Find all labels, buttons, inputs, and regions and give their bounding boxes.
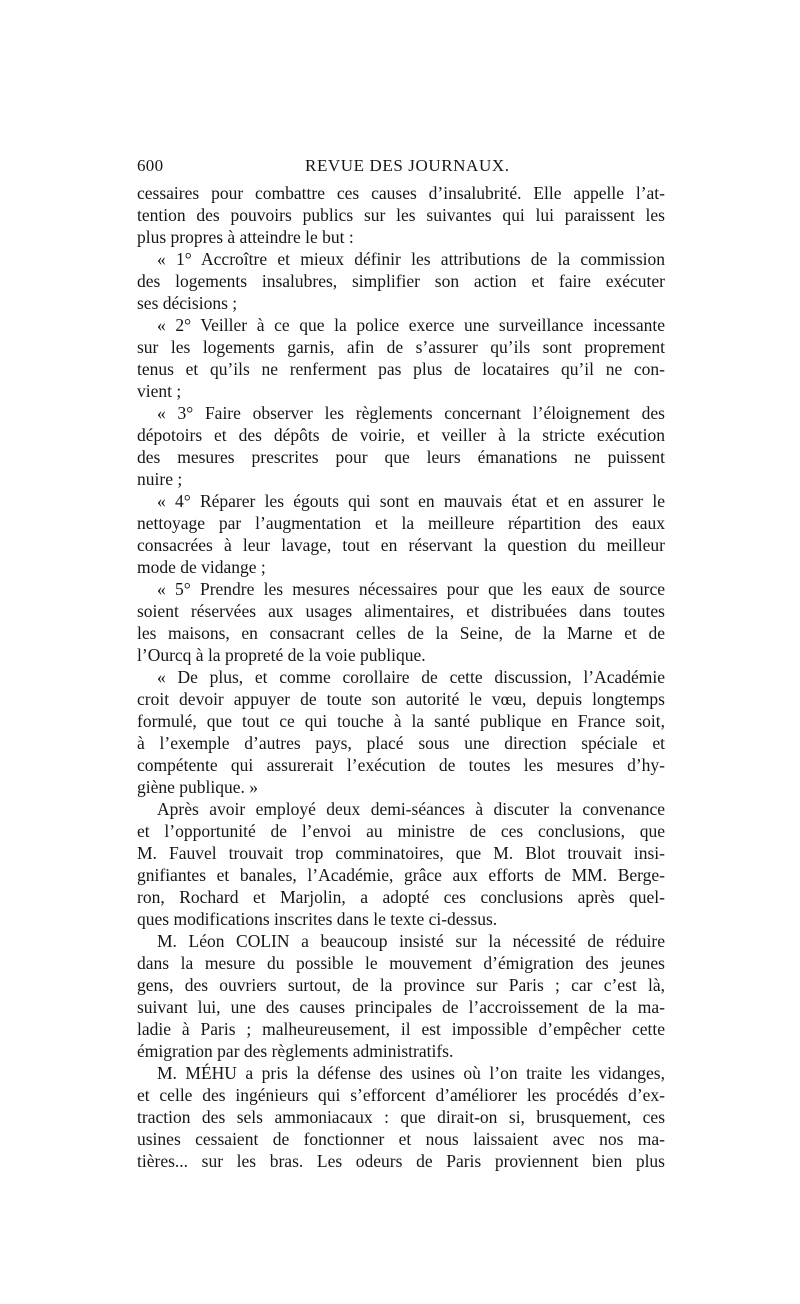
text-line: suivant lui, une des causes principales de l’accroissement de la ma- [137,997,665,1017]
text-line: « 5° Prendre les mesures nécessaires pour que les eaux de source [157,579,665,599]
running-title: REVUE DES JOURNAUX. [305,156,510,175]
text-line: « De plus, et comme corollaire de cette discussion, l’Académie [157,667,665,687]
text-line: formulé, que tout ce qui touche à la santé publique en France soit, [137,711,665,731]
text-line: soient réservées aux usages alimentaires, et distribuées dans toutes [137,601,665,621]
page-number: 600 [137,156,164,175]
text-line: sur les logements garnis, afin de s’assurer qu’ils sont proprement [137,337,665,357]
text-line: émigration par des règlements administratifs. [137,1041,454,1061]
document-page [137,156,665,1172]
text-line: gnifiantes et banales, l’Académie, grâce aux efforts de MM. Berge- [137,865,665,885]
text-line: ron, Rochard et Marjolin, a adopté ces conclusions après quel- [137,887,665,907]
text-line: des logements insalubres, simplifier son action et faire exécuter [137,271,665,291]
body-text [137,182,665,1172]
text-line: mode de vidange ; [137,557,266,577]
text-line: et l’opportunité de l’envoi au ministre de ces conclusions, que [137,821,665,841]
text-line: plus propres à atteindre le but : [137,227,354,247]
text-line: M. MÉHU a pris la défense des usines où l’on traite les vidanges, [157,1063,665,1083]
text-line: croit devoir appuyer de toute son autorité le vœu, depuis longtemps [137,689,665,709]
text-line: vient ; [137,381,182,401]
text-line: « 3° Faire observer les règlements concernant l’éloignement des [157,403,665,423]
text-line: « 1° Accroître et mieux définir les attributions de la commission [157,249,665,269]
text-line: ladie à Paris ; malheureusement, il est impossible d’empêcher cette [137,1019,665,1039]
text-line: « 4° Réparer les égouts qui sont en mauvais état et en assurer le [157,491,665,511]
text-line: nettoyage par l’augmentation et la meilleure répartition des eaux [137,513,665,533]
text-line: gens, des ouvriers surtout, de la province sur Paris ; car c’est là, [137,975,665,995]
text-line: consacrées à leur lavage, tout en réservant la question du meilleur [137,535,665,555]
text-line: nuire ; [137,469,183,489]
text-line: Après avoir employé deux demi-séances à discuter la convenance [157,799,665,819]
text-line: dépotoirs et des dépôts de voirie, et veiller à la stricte exécution [137,425,665,445]
text-line: traction des sels ammoniacaux : que dirait-on si, brusquement, ces [137,1107,665,1127]
text-line: ques modifications inscrites dans le texte ci-dessus. [137,909,498,929]
text-line: l’Ourcq à la propreté de la voie publique. [137,645,426,665]
text-line: cessaires pour combattre ces causes d’insalubrité. Elle appelle l’at- [137,183,665,203]
text-line: compétente qui assurerait l’exécution de toutes les mesures d’hy- [137,755,665,775]
text-line: tention des pouvoirs publics sur les suivantes qui lui paraissent les [137,205,665,225]
text-line: M. Fauvel trouvait trop comminatoires, que M. Blot trouvait insi- [137,843,665,863]
text-line: ses décisions ; [137,293,238,313]
text-line: « 2° Veiller à ce que la police exerce une surveillance incessante [157,315,665,335]
text-line: et celle des ingénieurs qui s’efforcent d’améliorer les procédés d’ex- [137,1085,665,1105]
page-header [137,156,665,182]
text-line: giène publique. » [137,777,259,797]
text-line: à l’exemple d’autres pays, placé sous une direction spéciale et [137,733,665,753]
text-line: les maisons, en consacrant celles de la Seine, de la Marne et de [137,623,665,643]
text-line: tières... sur les bras. Les odeurs de Paris proviennent bien plus [137,1151,665,1171]
text-line: tenus et qu’ils ne renferment pas plus de locataires qu’il ne con- [137,359,665,379]
text-line: usines cessaient de fonctionner et nous laissaient avec nos ma- [137,1129,665,1149]
text-line: M. Léon COLIN a beaucoup insisté sur la nécessité de réduire [157,931,665,951]
text-line: dans la mesure du possible le mouvement d’émigration des jeunes [137,953,665,973]
text-line: des mesures prescrites pour que leurs émanations ne puissent [137,447,665,467]
